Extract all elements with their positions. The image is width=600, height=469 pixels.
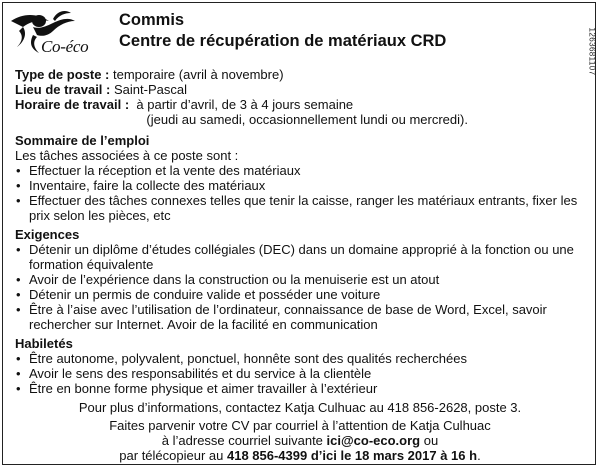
lieu-label: Lieu de travail : bbox=[15, 82, 111, 97]
horaire-row bbox=[15, 97, 585, 127]
job-ad-frame bbox=[2, 2, 596, 465]
list-item: • Avoir le sens des responsabilités et du service à la clientèle bbox=[16, 366, 372, 381]
exigences-heading: Exigences bbox=[15, 227, 80, 242]
contact-info: Pour plus d’informations, contactez Katja Culhuac au 418 856-2628, poste 3. bbox=[78, 400, 522, 415]
horaire-label: Horaire de travail : bbox=[15, 97, 130, 112]
list-item: • Avoir de l’expérience dans la construction ou la menuiserie est un atout bbox=[16, 272, 440, 287]
job-title: Commis bbox=[119, 11, 185, 29]
apply-line-1: Faites parvenir votre CV par courriel à l’attention de Katja Culhuac bbox=[109, 418, 491, 433]
list-item: • Effectuer des tâches connexes telles que tenir la caisse, ranger les matériaux entrants, fixer les prix selon les pièces, etc bbox=[16, 193, 578, 223]
reference-number: 1263681107 bbox=[587, 27, 597, 76]
apply-line-2: à l’adresse courriel suivante ici@co-eco.org ou bbox=[161, 433, 439, 448]
exigences-list bbox=[15, 242, 585, 332]
list-item: • Être à l’aise avec l’utilisation de l’ordinateur, connaissance de base de Word, Excel, savoir rechercher sur Internet. Avoir de la facilité en communication bbox=[16, 302, 547, 332]
sommaire-list bbox=[15, 163, 585, 223]
apply-instructions bbox=[15, 418, 585, 463]
habiletes-heading: Habiletés bbox=[15, 336, 73, 351]
horaire-value-2: (jeudi au samedi, occasionnellement lundi ou mercredi). bbox=[146, 112, 468, 127]
email-link[interactable]: ici@co-eco.org bbox=[326, 433, 421, 448]
type-row bbox=[15, 67, 585, 82]
employer-name: Centre de récupération de matériaux CRD bbox=[119, 32, 447, 50]
title-block bbox=[119, 10, 446, 52]
ad-content bbox=[15, 67, 585, 463]
type-label: Type de poste : bbox=[15, 67, 110, 82]
list-item: • Être autonome, polyvalent, ponctuel, honnête sont des qualités recherchées bbox=[16, 351, 467, 366]
habiletes-list bbox=[15, 351, 585, 396]
apply-line-3: par télécopieur au 418 856-4399 d’ici le 18 mars 2017 à 16 h. bbox=[119, 448, 481, 463]
list-item: • Détenir un diplôme d’études collégiales (DEC) dans un domaine approprié à la fonction ou une formation équivalente bbox=[16, 242, 574, 272]
list-item: • Effectuer la réception et la vente des matériaux bbox=[16, 163, 301, 178]
list-item: • Être en bonne forme physique et aimer travailler à l’extérieur bbox=[16, 381, 378, 396]
lieu-value: Saint-Pascal bbox=[114, 82, 187, 97]
list-item: • Détenir un permis de conduire valide et posséder une voiture bbox=[16, 287, 381, 302]
lieu-row bbox=[15, 82, 585, 97]
sommaire-intro: Les tâches associées à ce poste sont : bbox=[15, 148, 239, 163]
co-eco-logo bbox=[9, 7, 101, 59]
deadline: 18 mars 2017 à 16 h bbox=[354, 448, 478, 463]
logo-text: Co-éco bbox=[41, 37, 89, 56]
horaire-value-1: à partir d’avril, de 3 à 4 jours semaine bbox=[136, 97, 354, 112]
sommaire-heading: Sommaire de l’emploi bbox=[15, 133, 150, 148]
type-value: temporaire (avril à novembre) bbox=[113, 67, 284, 82]
list-item: • Inventaire, faire la collecte des matériaux bbox=[16, 178, 266, 193]
fax-number: 418 856-4399 bbox=[226, 448, 308, 463]
